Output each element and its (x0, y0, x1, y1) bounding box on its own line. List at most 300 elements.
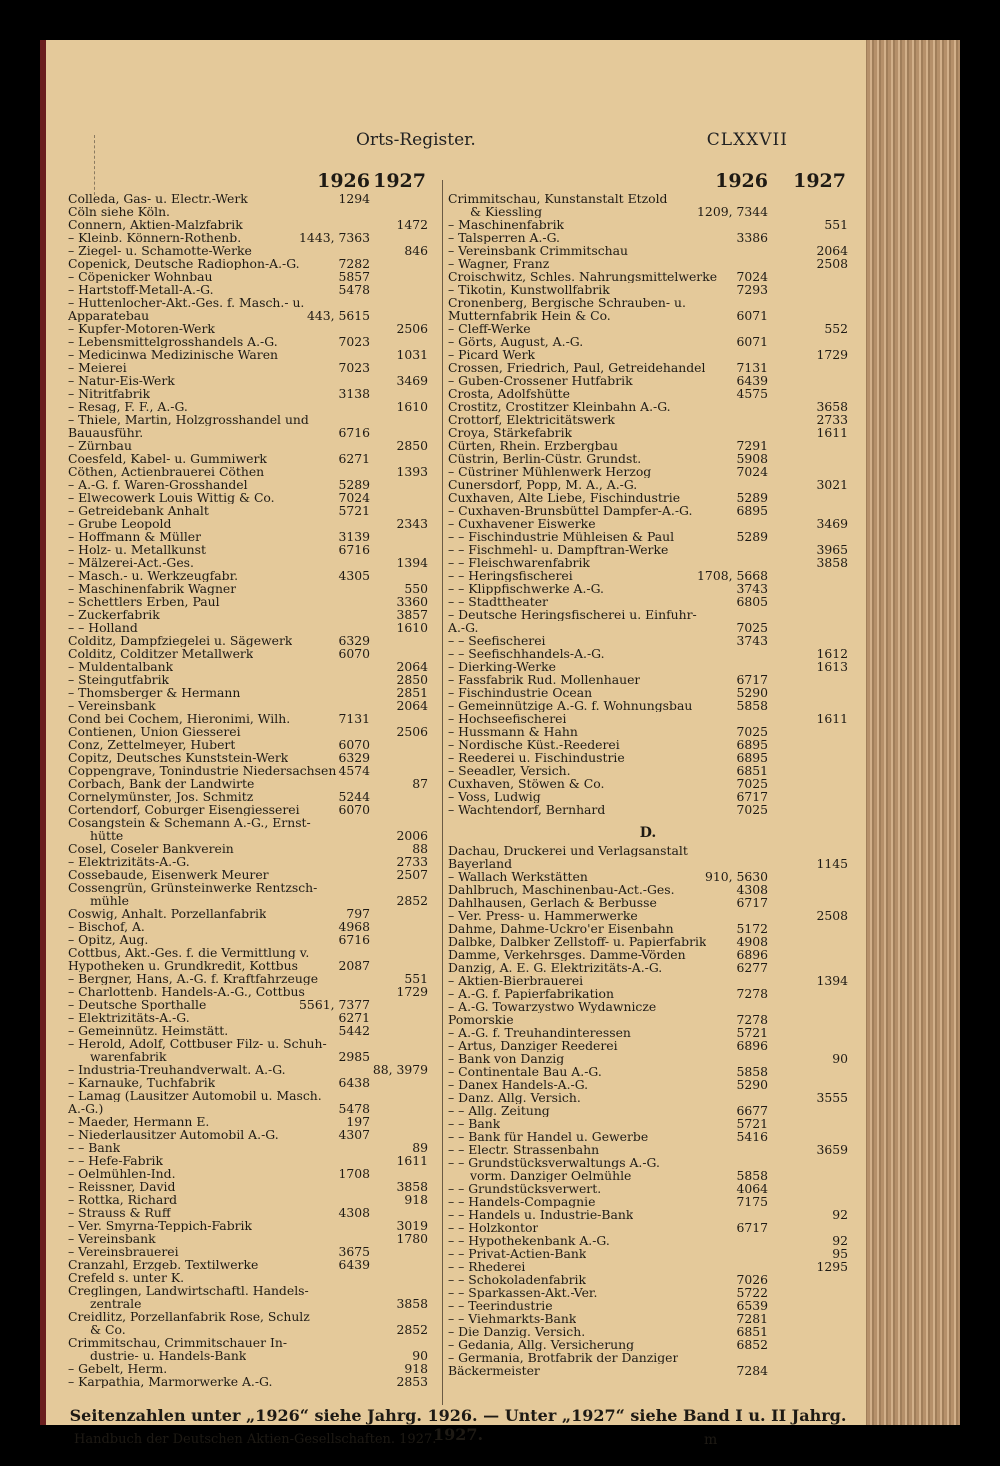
index-entry (68, 569, 428, 582)
index-entry (448, 1052, 848, 1065)
entry-page-1927: 2852 (396, 1322, 428, 1337)
entry-name: – Ver. Smyrna-Teppich-Fabrik (68, 1219, 253, 1232)
entry-name: – Niederlausitzer Automobil A.-G. (68, 1128, 279, 1141)
index-entry (68, 309, 428, 322)
entry-name: – Meierei (68, 361, 127, 374)
entry-name: – – Bank (68, 1141, 121, 1154)
year-1927-label: 1927 (793, 170, 846, 192)
index-entry (448, 948, 848, 961)
year-1926-label: 1926 (715, 170, 768, 192)
index-entry (448, 803, 848, 816)
index-entry (68, 231, 428, 244)
index-entry (68, 1362, 428, 1375)
entry-name: – Opitz, Aug. (68, 933, 149, 946)
entry-name: – Maeder, Hermann E. (68, 1115, 210, 1128)
index-entry (68, 1336, 428, 1349)
entry-name: – Hoffmann & Müller (68, 530, 202, 543)
entry-name: – Gemeinnütz. Heimstätt. (68, 1024, 229, 1037)
entry-page-1926: 7025 (736, 776, 768, 791)
entry-page-1926: 7024 (736, 464, 768, 479)
entry-name: – A.-G. f. Papierfabrikation (448, 987, 614, 1000)
entry-page-1926: 2985 (338, 1049, 370, 1064)
entry-name: Corbach, Bank der Landwirte (68, 777, 255, 790)
entry-page-1927: 3019 (396, 1218, 428, 1233)
entry-name: – Bischof, A. (68, 920, 145, 933)
index-entry (448, 673, 848, 686)
index-entry (68, 361, 428, 374)
index-entry (68, 413, 428, 426)
entry-page-1926: 6717 (736, 1220, 768, 1235)
entry-page-1926: 6895 (736, 737, 768, 752)
index-entry (448, 205, 848, 218)
entry-name: – Fassfabrik Rud. Mollenhauer (448, 673, 641, 686)
entry-name: vorm. Danziger Oelmühle (470, 1169, 632, 1182)
entry-page-1927: 3858 (816, 555, 848, 570)
index-entry (448, 712, 848, 725)
index-entry (448, 465, 848, 478)
entry-name: – Bergner, Hans, A.-G. f. Kraftfahrzeuge (68, 972, 319, 985)
entry-page-1926: 6070 (338, 737, 370, 752)
entry-page-1927: 1295 (816, 1259, 848, 1274)
entry-page-1927: 90 (412, 1348, 428, 1363)
entry-page-1926: 6896 (736, 947, 768, 962)
index-entry (68, 1102, 428, 1115)
entry-page-1926: 3743 (736, 633, 768, 648)
entry-page-1926: 6851 (736, 1324, 768, 1339)
entry-page-1926: 4308 (338, 1205, 370, 1220)
entry-name: – A.-G. f. Treuhandinteressen (448, 1026, 631, 1039)
entry-page-1926: 6071 (736, 334, 768, 349)
entry-name: – – Stadttheater (448, 595, 548, 608)
entry-name: – Charlottenb. Handels-A.-G., Cottbus (68, 985, 305, 998)
entry-page-1926: 6277 (736, 960, 768, 975)
entry-page-1926: 6329 (338, 633, 370, 648)
entry-name: Crosta, Adolfshütte (448, 387, 570, 400)
entry-page-1926: 6070 (338, 646, 370, 661)
entry-page-1926: 6716 (338, 542, 370, 557)
entry-page-1926: 6805 (736, 594, 768, 609)
index-entry (448, 517, 848, 530)
entry-page-1926: 6070 (338, 802, 370, 817)
index-entry (68, 686, 428, 699)
entry-name: – Nordische Küst.-Reederei (448, 738, 620, 751)
entry-page-1926: 6716 (338, 425, 370, 440)
entry-name: – Vereinsbrauerei (68, 1245, 179, 1258)
entry-name: – Fischindustrie Ocean (448, 686, 593, 699)
index-entry (448, 660, 848, 673)
index-entry (68, 1206, 428, 1219)
index-entry (68, 1076, 428, 1089)
index-entry (448, 1195, 848, 1208)
entry-page-1927: 89 (412, 1140, 428, 1155)
right-entry-list (448, 192, 848, 816)
index-entry (68, 933, 428, 946)
entry-page-1927: 1780 (396, 1231, 428, 1246)
footer-note: Seitenzahlen unter „1926“ siehe Jahrg. 1926. — Unter „1927“ siehe Band I u. II Jahrg. 1927. (69, 1406, 847, 1444)
entry-name: – Maschinenfabrik (448, 218, 565, 231)
entry-name: Colleda, Gas- u. Electr.-Werk (68, 192, 248, 205)
entry-page-1927: 1393 (396, 464, 428, 479)
section-heading-d: D. (639, 825, 657, 841)
year-1926-label: 1926 (317, 170, 370, 192)
entry-page-1927: 1611 (396, 1153, 428, 1168)
entry-name: – Schettlers Erben, Paul (68, 595, 220, 608)
entry-page-1927: 1394 (816, 973, 848, 988)
index-entry (448, 400, 848, 413)
entry-page-1927: 3857 (396, 607, 428, 622)
entry-page-1927: 918 (404, 1361, 428, 1376)
index-entry (448, 1156, 848, 1169)
entry-page-1926: 5442 (338, 1023, 370, 1038)
index-entry (68, 595, 428, 608)
entry-page-1926: 4064 (736, 1181, 768, 1196)
entry-name: – – Fischmehl- u. Dampftran-Werke (448, 543, 669, 556)
index-entry (68, 504, 428, 517)
index-entry (68, 699, 428, 712)
entry-name: Coesfeld, Kabel- u. Gummiwerk (68, 452, 267, 465)
entry-page-1926: 5858 (736, 1168, 768, 1183)
index-entry (68, 868, 428, 881)
index-entry (68, 1141, 428, 1154)
entry-name: – Wachtendorf, Bernhard (448, 803, 606, 816)
entry-page-1927: 2852 (396, 893, 428, 908)
index-entry (448, 621, 848, 634)
right-entry-list-d (448, 844, 848, 1377)
entry-name: Cunersdorf, Popp, M. A., A.-G. (448, 478, 638, 491)
index-entry (448, 1208, 848, 1221)
index-entry (68, 205, 428, 218)
index-entry (68, 1024, 428, 1037)
running-head (46, 130, 866, 154)
signature-mark: m (704, 1432, 718, 1448)
entry-name: – Masch.- u. Werkzeugfabr. (68, 569, 239, 582)
index-entry (448, 922, 848, 935)
entry-page-1926: 7023 (338, 360, 370, 375)
entry-name: – Die Danzig. Versich. (448, 1325, 586, 1338)
index-entry (68, 517, 428, 530)
entry-name: – – Rhederei (448, 1260, 526, 1273)
index-entry (68, 400, 428, 413)
entry-page-1926: 6852 (736, 1337, 768, 1352)
index-entry (68, 387, 428, 400)
entry-name: & Co. (90, 1323, 126, 1336)
entry-page-1927: 88 (412, 841, 428, 856)
entry-page-1926: 5478 (338, 282, 370, 297)
entry-name: – – Sparkassen-Akt.-Ver. (448, 1286, 598, 1299)
entry-name: – Zuckerfabrik (68, 608, 160, 621)
entry-page-1926: 5908 (736, 451, 768, 466)
index-entry (448, 413, 848, 426)
index-entry (448, 844, 848, 857)
entry-page-1926: 5289 (736, 490, 768, 505)
entry-name: – Ziegel- u. Schamotte-Werke (68, 244, 252, 257)
index-entry (68, 1167, 428, 1180)
index-entry (448, 374, 848, 387)
entry-page-1926: 5561, 7377 (299, 997, 370, 1012)
index-entry (68, 634, 428, 647)
entry-page-1927: 1610 (396, 399, 428, 414)
entry-page-1926: 7024 (736, 269, 768, 284)
entry-name: – – Electr. Strassenbahn (448, 1143, 600, 1156)
entry-page-1926: 3743 (736, 581, 768, 596)
entry-page-1927: 1031 (396, 347, 428, 362)
index-entry (68, 257, 428, 270)
entry-page-1926: 6717 (736, 789, 768, 804)
index-entry (448, 322, 848, 335)
entry-page-1926: 7026 (736, 1272, 768, 1287)
entry-name: mühle (90, 894, 130, 907)
index-entry (448, 1221, 848, 1234)
index-entry (68, 1128, 428, 1141)
entry-name: – Artus, Danziger Reederei (448, 1039, 618, 1052)
entry-name: Mutternfabrik Hein & Co. (448, 309, 611, 322)
entry-name: Conz, Zettelmeyer, Hubert (68, 738, 236, 751)
index-entry (68, 1375, 428, 1388)
index-entry (448, 909, 848, 922)
index-entry (68, 582, 428, 595)
index-entry (448, 1182, 848, 1195)
entry-name: Contienen, Union Giesserei (68, 725, 241, 738)
entry-name: Damme, Verkehrsges. Damme-Vörden (448, 948, 686, 961)
entry-page-1927: 92 (832, 1207, 848, 1222)
entry-page-1926: 7023 (338, 334, 370, 349)
page-number: CLXXVII (706, 130, 788, 150)
entry-page-1926: 7024 (338, 490, 370, 505)
index-entry (448, 1104, 848, 1117)
entry-name: Croischwitz, Schles. Nahrungsmittelwerke (448, 270, 718, 283)
entry-name: Dachau, Druckerei und Verlagsanstalt (448, 844, 688, 857)
index-entry (448, 1234, 848, 1247)
entry-name: Croya, Stärkefabrik (448, 426, 573, 439)
index-entry (68, 296, 428, 309)
entry-page-1926: 7278 (736, 986, 768, 1001)
entry-name: – Picard Werk (448, 348, 536, 361)
index-entry (68, 1180, 428, 1193)
index-entry (448, 361, 848, 374)
entry-page-1927: 2853 (396, 1374, 428, 1389)
entry-name: Crimmitschau, Kunstanstalt Etzold (448, 192, 668, 205)
entry-page-1927: 87 (412, 776, 428, 791)
entry-name: – Cöpenicker Wohnbau (68, 270, 213, 283)
index-entry (68, 660, 428, 673)
index-entry (68, 1284, 428, 1297)
entry-name: Hypotheken u. Grundkredit, Kottbus (68, 959, 298, 972)
index-entry (448, 1364, 848, 1377)
entry-page-1926: 6677 (736, 1103, 768, 1118)
index-entry (68, 335, 428, 348)
entry-name: zentrale (90, 1297, 142, 1310)
entry-name: Cortendorf, Coburger Eisengiesserei (68, 803, 300, 816)
entry-page-1926: 5721 (736, 1116, 768, 1131)
entry-page-1927: 1613 (816, 659, 848, 674)
index-entry (68, 816, 428, 829)
entry-page-1927: 3858 (396, 1179, 428, 1194)
entry-name: – Cuxhaven-Brunsbüttel Dampfer-A.-G. (448, 504, 693, 517)
index-entry (68, 270, 428, 283)
entry-name: – – Hypothekenbank A.-G. (448, 1234, 610, 1247)
entry-page-1927: 3469 (396, 373, 428, 388)
entry-name: – Vereinsbank (68, 699, 156, 712)
entry-page-1926: 5478 (338, 1101, 370, 1116)
entry-page-1926: 6896 (736, 1038, 768, 1053)
entry-name: – Karpathia, Marmorwerke A.-G. (68, 1375, 273, 1388)
index-entry (448, 870, 848, 883)
entry-page-1926: 6438 (338, 1075, 370, 1090)
entry-page-1927: 1611 (816, 425, 848, 440)
entry-name: – Grube Leopold (68, 517, 172, 530)
entry-page-1926: 5858 (736, 1064, 768, 1079)
entry-name: – – Holzkontor (448, 1221, 539, 1234)
entry-name: – Huttenlocher-Akt.-Ges. f. Masch.- u. (68, 296, 305, 309)
index-entry (448, 790, 848, 803)
entry-page-1926: 797 (346, 906, 370, 921)
entry-page-1926: 6895 (736, 503, 768, 518)
entry-page-1926: 1209, 7344 (697, 204, 768, 219)
entry-name: – Danz. Allg. Versich. (448, 1091, 581, 1104)
entry-page-1926: 3386 (736, 230, 768, 245)
index-entry (68, 1011, 428, 1024)
index-entry (68, 920, 428, 933)
entry-page-1926: 7131 (338, 711, 370, 726)
entry-name: – Vereinsbank (68, 1232, 156, 1245)
left-entry-list (68, 192, 428, 1388)
index-entry (68, 452, 428, 465)
index-entry (68, 322, 428, 335)
index-entry (68, 465, 428, 478)
entry-page-1927: 551 (404, 971, 428, 986)
index-entry (448, 1286, 848, 1299)
index-entry (68, 218, 428, 231)
entry-name: – Thomsberger & Hermann (68, 686, 241, 699)
index-entry (448, 595, 848, 608)
entry-name: Copenick, Deutsche Radiophon-A.-G. (68, 257, 300, 270)
index-entry (448, 1325, 848, 1338)
index-entry (448, 738, 848, 751)
entry-page-1926: 6851 (736, 763, 768, 778)
entry-page-1927: 2508 (816, 908, 848, 923)
entry-name: – Oelmühlen-Ind. (68, 1167, 176, 1180)
entry-name: – Dierking-Werke (448, 660, 556, 673)
entry-page-1927: 550 (404, 581, 428, 596)
book-page (40, 40, 866, 1448)
entry-name: – Vereinsbank Crimmitschau (448, 244, 629, 257)
entry-name: – Elwecowerk Louis Wittig & Co. (68, 491, 275, 504)
entry-name: – Cüstriner Mühlenwerk Herzog (448, 465, 652, 478)
index-entry (68, 439, 428, 452)
index-entry (68, 1089, 428, 1102)
entry-name: – Steingutfabrik (68, 673, 170, 686)
index-entry (448, 777, 848, 790)
index-entry (68, 829, 428, 842)
entry-name: Crostitz, Crostitzer Kleinbahn A.-G. (448, 400, 671, 413)
entry-name: Connern, Aktien-Malzfabrik (68, 218, 243, 231)
index-entry (448, 1065, 848, 1078)
page-edges (860, 40, 960, 1425)
index-entry (448, 439, 848, 452)
entry-page-1927: 90 (832, 1051, 848, 1066)
entry-name: – Reissner, David (68, 1180, 176, 1193)
entry-name: – Rottka, Richard (68, 1193, 178, 1206)
entry-name: – – Privat-Actien-Bank (448, 1247, 587, 1260)
index-entry (68, 738, 428, 751)
index-entry (448, 883, 848, 896)
index-entry (448, 452, 848, 465)
entry-page-1926: 7025 (736, 724, 768, 739)
entry-name: – – Klippfischwerke A.-G. (448, 582, 604, 595)
entry-page-1926: 5289 (338, 477, 370, 492)
index-entry (68, 244, 428, 257)
page-title: Orts-Register. (356, 130, 476, 150)
year-header (68, 170, 428, 192)
entry-page-1926: 5857 (338, 269, 370, 284)
entry-name: & Kiessling (470, 205, 543, 218)
index-entry (448, 257, 848, 270)
entry-page-1927: 2064 (816, 243, 848, 258)
entry-page-1926: 4307 (338, 1127, 370, 1142)
entry-page-1926: 6895 (736, 750, 768, 765)
entry-page-1926: 5721 (736, 1025, 768, 1040)
year-header (448, 170, 848, 192)
entry-page-1926: 4908 (736, 934, 768, 949)
entry-name: – Getreidebank Anhalt (68, 504, 209, 517)
entry-name: Crimmitschau, Crimmitschauer In- (68, 1336, 288, 1349)
index-entry (68, 764, 428, 777)
entry-page-1926: 6539 (736, 1298, 768, 1313)
entry-page-1926: 4968 (338, 919, 370, 934)
index-entry (68, 790, 428, 803)
index-entry (68, 751, 428, 764)
entry-name: Cöln siehe Köln. (68, 205, 170, 218)
index-entry (68, 530, 428, 543)
entry-page-1926: 7293 (736, 282, 768, 297)
entry-page-1927: 1394 (396, 555, 428, 570)
entry-name: – Reederei u. Fischindustrie (448, 751, 625, 764)
entry-page-1927: 3555 (816, 1090, 848, 1105)
index-entry (448, 504, 848, 517)
entry-page-1927: 2850 (396, 438, 428, 453)
entry-name: Crottorf, Elektricitätswerk (448, 413, 615, 426)
entry-page-1927: 846 (404, 243, 428, 258)
index-entry (68, 998, 428, 1011)
entry-name: – Ver. Press- u. Hammerwerke (448, 909, 638, 922)
index-entry (448, 751, 848, 764)
entry-page-1926: 7025 (736, 620, 768, 635)
index-entry (68, 621, 428, 634)
entry-name: Bäckermeister (448, 1364, 540, 1377)
entry-name: – Deutsche Heringsfischerei u. Einfuhr- (448, 608, 697, 621)
entry-name: – – Allg. Zeitung (448, 1104, 550, 1117)
entry-name: – Karnauke, Tuchfabrik (68, 1076, 216, 1089)
entry-name: Cürten, Rhein. Erzbergbau (448, 439, 618, 452)
index-entry (448, 387, 848, 400)
entry-page-1926: 3675 (338, 1244, 370, 1259)
index-entry (68, 543, 428, 556)
index-entry (68, 1115, 428, 1128)
index-entry (448, 1117, 848, 1130)
index-entry (68, 1219, 428, 1232)
entry-name: – – Fischindustrie Mühleisen & Paul (448, 530, 675, 543)
entry-page-1926: 6271 (338, 1010, 370, 1025)
entry-page-1926: 5172 (736, 921, 768, 936)
entry-page-1927: 2506 (396, 321, 428, 336)
index-entry (448, 309, 848, 322)
entry-page-1927: 2343 (396, 516, 428, 531)
entry-name: – Elektrizitäts-A.-G. (68, 1011, 190, 1024)
entry-name: Bauausführ. (68, 426, 144, 439)
entry-name: Cossebaude, Eisenwerk Meurer (68, 868, 269, 881)
index-entry (68, 894, 428, 907)
entry-page-1927: 3658 (816, 399, 848, 414)
